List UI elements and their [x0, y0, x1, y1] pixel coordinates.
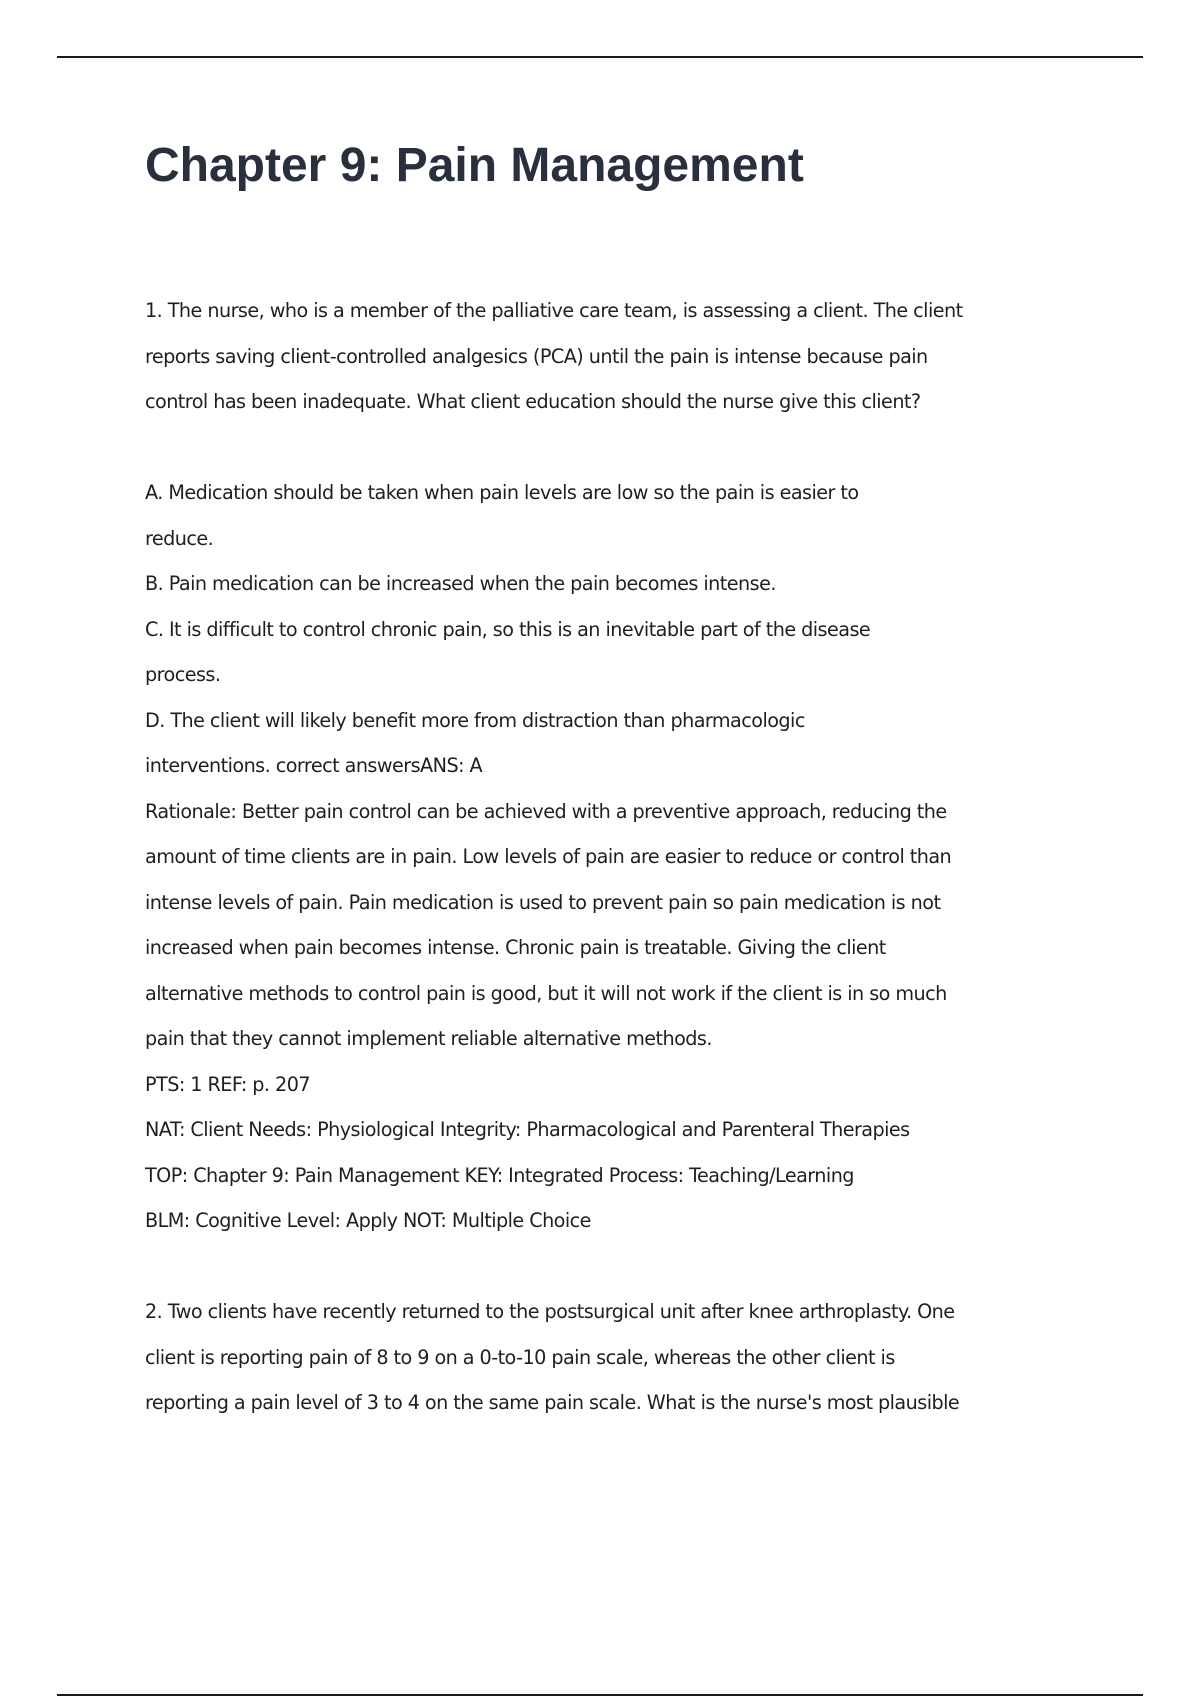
question-2 [145, 1289, 965, 1426]
option-b-line: B. Pain medication can be increased when the pain becomes intense. [145, 572, 776, 595]
meta-top-key: TOP: Chapter 9: Pain Management KEY: Integrated Process: Teaching/Learning [145, 1163, 854, 1187]
meta-blm-not: BLM: Cognitive Level: Apply NOT: Multiple Choice [145, 1209, 591, 1232]
rationale-line: alternative methods to control pain is good, but it will not work if the client is in so much [145, 981, 947, 1005]
option-a-line: reduce. [145, 526, 214, 550]
text-line: 1. The nurse, who is a member of the palliative care team, is assessing a client. The client [145, 299, 963, 322]
spacer [145, 1244, 965, 1290]
option-d-line: D. The client will likely benefit more from distraction than pharmacologic [145, 708, 805, 732]
question-2-stem [145, 1289, 965, 1426]
rationale-line: Rationale: Better pain control can be achieved with a preventive approach, reducing the [145, 799, 947, 823]
text-line: reporting a pain level of 3 to 4 on the same pain scale. What is the nurse's most plausible [145, 1391, 960, 1414]
option-c-line: C. It is difficult to control chronic pain, so this is an inevitable part of the disease [145, 617, 871, 641]
question-1-metadata [145, 1062, 965, 1244]
page-title: Chapter 9: Pain Management [145, 139, 804, 192]
text-line: control has been inadequate. What client education should the nurse give this client? [145, 390, 921, 413]
text-line: client is reporting pain of 8 to 9 on a 0-to-10 pain scale, whereas the other client is [145, 1345, 895, 1369]
option-c-line: process. [145, 663, 221, 686]
rationale-line: increased when pain becomes intense. Chronic pain is treatable. Giving the client [145, 936, 886, 959]
text-line: 2. Two clients have recently returned to the postsurgical unit after knee arthroplasty. One [145, 1300, 955, 1323]
question-1 [145, 288, 965, 1244]
rationale-line: amount of time clients are in pain. Low levels of pain are easier to reduce or control than [145, 845, 952, 868]
question-1-rationale [145, 789, 965, 1062]
answer-line: interventions. correct answersANS: A [145, 754, 483, 777]
bottom-rule [57, 1694, 1143, 1696]
question-1-options [145, 470, 965, 789]
question-1-stem [145, 288, 965, 425]
option-a-line: A. Medication should be taken when pain levels are low so the pain is easier to [145, 481, 859, 504]
meta-nat: NAT: Client Needs: Physiological Integrity: Pharmacological and Parenteral Therapies [145, 1118, 910, 1141]
meta-pts-ref: PTS: 1 REF: p. 207 [145, 1072, 311, 1096]
document-body [145, 288, 965, 1426]
spacer [145, 425, 965, 471]
top-rule [57, 56, 1143, 58]
text-line: reports saving client-controlled analgesics (PCA) until the pain is intense because pain [145, 344, 928, 368]
rationale-line: intense levels of pain. Pain medication is used to prevent pain so pain medication is not [145, 890, 941, 914]
rationale-line: pain that they cannot implement reliable alternative methods. [145, 1027, 712, 1050]
